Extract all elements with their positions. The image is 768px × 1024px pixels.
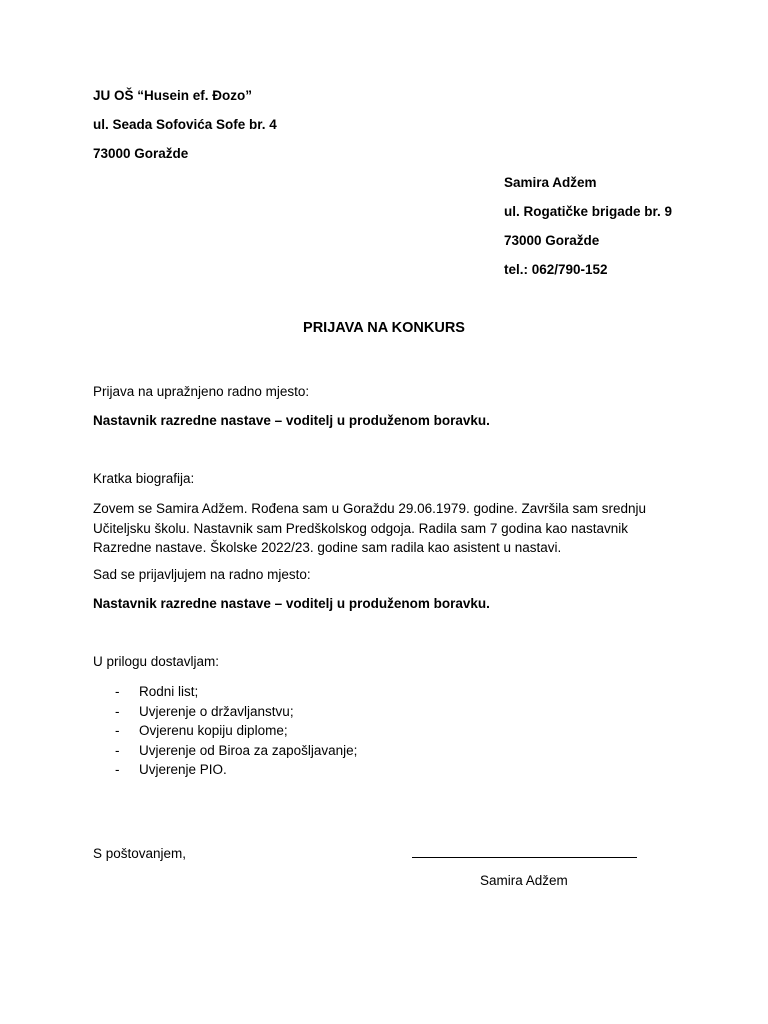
position-intro: Prijava na upražnjeno radno mjesto: xyxy=(93,384,310,399)
list-dash: - xyxy=(115,742,120,758)
list-dash: - xyxy=(115,703,120,719)
signature-name: Samira Adžem xyxy=(480,873,568,888)
document-title: PRIJAVA NA KONKURS xyxy=(303,320,465,336)
applicant-street: ul. Rogatičke brigade br. 9 xyxy=(504,204,673,219)
apply-intro: Sad se prijavljujem na radno mjesto: xyxy=(93,567,311,582)
list-item: - Uvjerenje od Biroa za zapošljavanje; xyxy=(93,741,357,761)
list-item: - Uvjerenje PIO. xyxy=(93,760,357,780)
applicant-name: Samira Adžem xyxy=(504,175,597,190)
position-name: Nastavnik razredne nastave – voditelj u produženom boravku. xyxy=(93,413,490,428)
attachments-heading: U prilogu dostavljam: xyxy=(93,654,220,669)
list-dash: - xyxy=(115,762,120,778)
list-dash: - xyxy=(115,684,120,699)
applicant-phone: tel.: 062/790-152 xyxy=(504,262,608,277)
applicant-city: 73000 Goražde xyxy=(504,233,600,248)
sender-name: JU OŠ “Husein ef. Đozo” xyxy=(93,88,253,103)
attachments-list xyxy=(93,682,357,780)
list-item: - Ovjerenu kopiju diplome; xyxy=(93,721,357,741)
apply-position: Nastavnik razredne nastave – voditelj u produženom boravku. xyxy=(93,596,490,611)
list-dash: - xyxy=(115,723,120,739)
bio-text: Zovem se Samira Adžem. Rođena sam u Goraždu 29.06.1979. godine. Završila sam srednju Učiteljsku školu. Nastavnik sam Predškolskog odgoja. Radila sam 7 godina kao nastavnik Razredne nastave. Školske 2022/23. godine sam radila kao asistent u nastavi. xyxy=(93,501,647,555)
signature-line xyxy=(412,857,637,858)
sender-street: ul. Seada Sofovića Sofe br. 4 xyxy=(93,117,277,132)
list-item: - Uvjerenje o državljanstvu; xyxy=(93,702,357,722)
list-item: - Rodni list; xyxy=(93,682,357,702)
closing: S poštovanjem, xyxy=(93,846,187,861)
bio-heading: Kratka biografija: xyxy=(93,471,195,486)
sender-city: 73000 Goražde xyxy=(93,146,189,161)
